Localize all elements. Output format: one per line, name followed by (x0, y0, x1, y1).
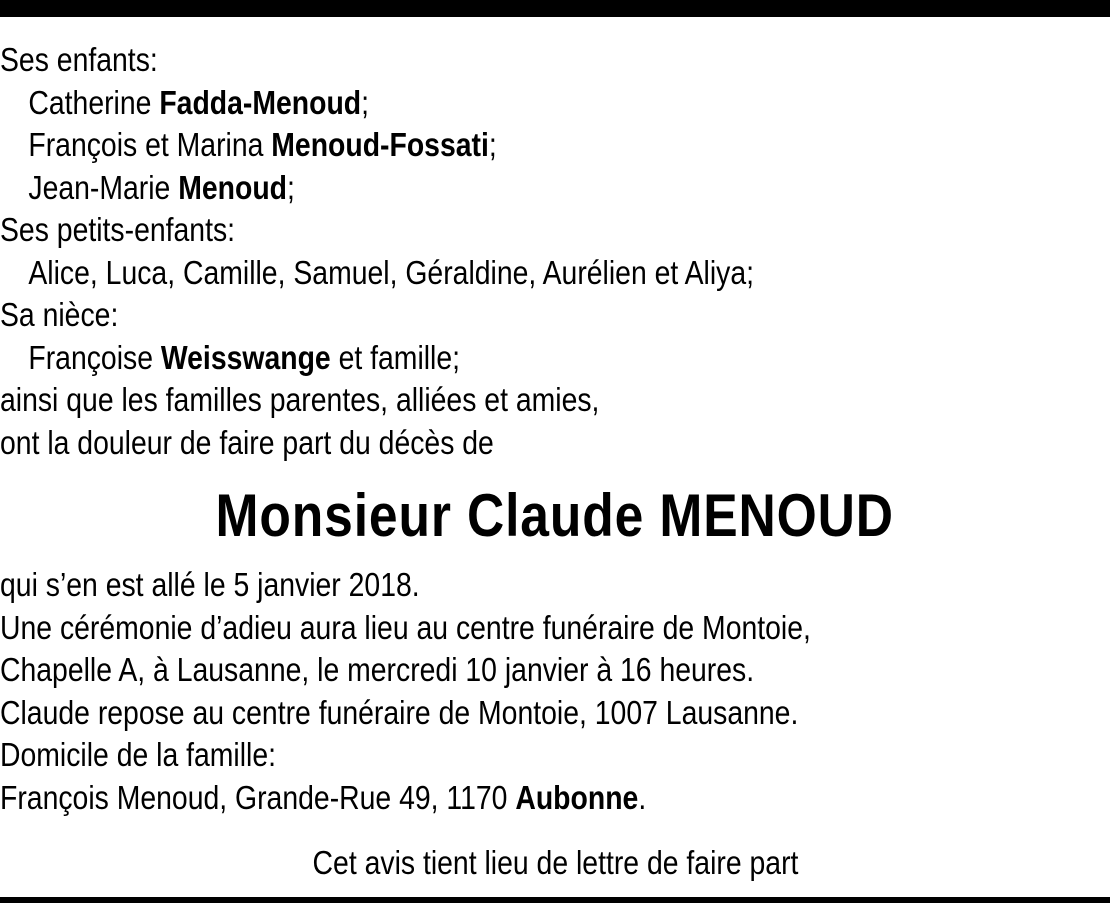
grandchildren-list: Alice, Luca, Camille, Samuel, Géraldine, Aurélien et Aliya; (28, 253, 755, 291)
niece-line (0, 337, 955, 380)
detail-line: Domicile de la famille: (0, 736, 277, 773)
niece-suffix: et famille; (330, 338, 461, 376)
address-suffix: . (638, 778, 647, 816)
deceased-name: Monsieur Claude MENOUD (215, 482, 894, 549)
child-line (0, 167, 955, 210)
grandchildren-heading: Ses petits-enfants: (0, 211, 236, 248)
child-first-name: Catherine (28, 83, 160, 121)
niece-heading: Sa nièce: (0, 296, 119, 333)
children-heading: Ses enfants: (0, 41, 158, 78)
detail-line: Chapelle A, à Lausanne, le mercredi 10 janvier à 16 heures. (0, 651, 755, 688)
detail-line: qui s’en est allé le 5 janvier 2018. (0, 566, 420, 603)
detail-line: Une cérémonie d’adieu aura lieu au centre funéraire de Montoie, (0, 608, 811, 646)
detail-line: Claude repose au centre funéraire de Montoie, 1007 Lausanne. (0, 693, 799, 731)
child-last-name: Menoud (178, 168, 287, 206)
address-prefix: François Menoud, Grande-Rue 49, 1170 (0, 778, 516, 816)
families-line: ainsi que les familles parentes, alliées et amies, (0, 381, 600, 418)
child-line (0, 124, 955, 167)
child-last-name: Menoud-Fossati (271, 126, 489, 163)
bottom-border-bar (0, 897, 1110, 903)
obituary-notice (0, 39, 955, 819)
top-border-bar (0, 0, 1110, 17)
child-suffix: ; (488, 126, 497, 163)
child-first-name: Jean-Marie (28, 168, 179, 206)
family-address (0, 777, 955, 820)
announce-line: ont la douleur de faire part du décès de (0, 423, 494, 461)
child-suffix: ; (361, 83, 370, 121)
footer-text: Cet avis tient lieu de lettre de faire part (312, 844, 798, 881)
niece-first-name: Françoise (28, 338, 161, 376)
child-first-name: François et Marina (28, 126, 272, 163)
address-city: Aubonne (515, 778, 639, 816)
child-last-name: Fadda-Menoud (159, 83, 362, 121)
child-suffix: ; (286, 168, 295, 206)
child-line (0, 82, 955, 125)
footer-note (0, 842, 1110, 884)
niece-last-name: Weisswange (160, 338, 331, 376)
